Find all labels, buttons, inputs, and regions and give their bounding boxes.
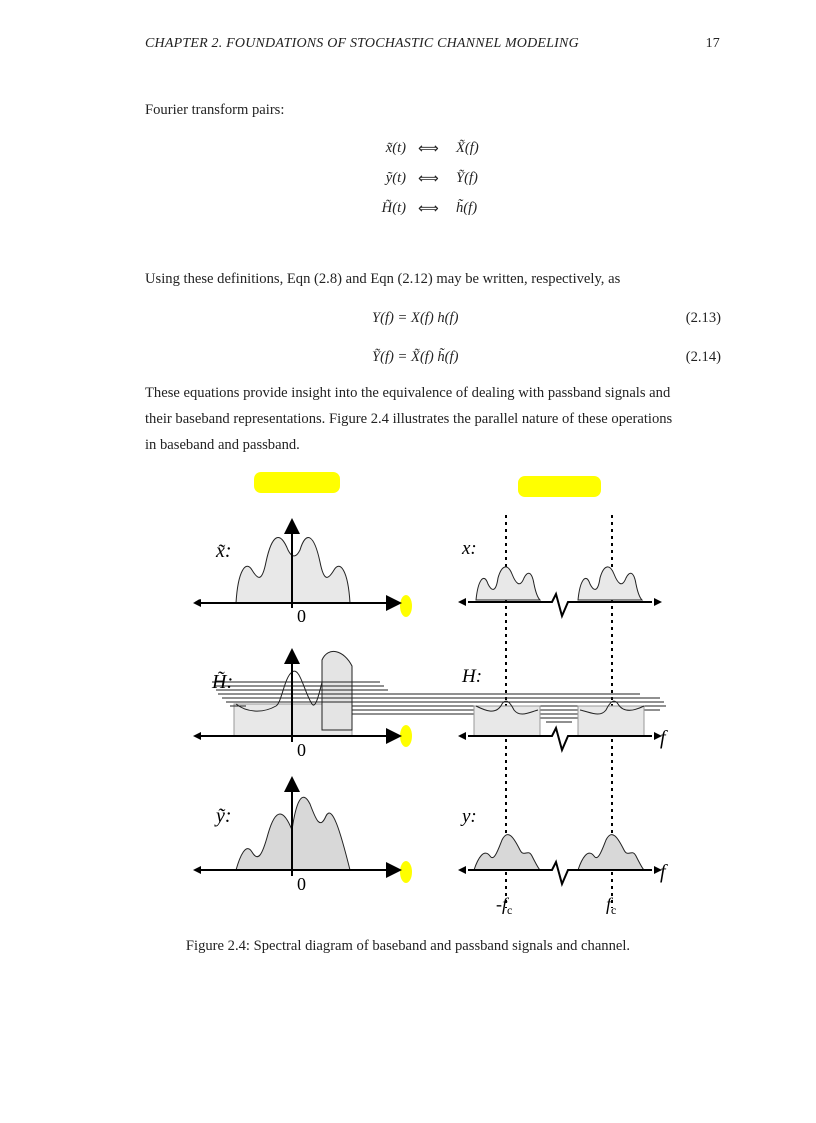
- figure-2-4: [0, 460, 816, 930]
- h-label: H:: [462, 666, 483, 687]
- highlight-dot: [400, 595, 412, 617]
- fc-label: $f_c$: [606, 894, 617, 917]
- equation-2-13: Y(f) = X(f) h(f): [372, 310, 459, 326]
- paragraph-line: their baseband representations. Figure 2.4 illustrates the parallel nature of these operations: [145, 411, 673, 427]
- equiv-arrow: ⟺: [418, 141, 439, 157]
- f-axis-label: f: [660, 727, 666, 749]
- equation-2-14: Ỹ(f) = X̃(f) h̃(f): [372, 349, 459, 365]
- paragraph-definitions: Using these definitions, Eqn (2.8) and Eqn (2.12) may be written, respectively, as: [145, 271, 621, 287]
- pair-row: [370, 140, 510, 170]
- f-axis-label: f: [660, 861, 666, 883]
- pair-left: ỹ(t): [385, 170, 406, 186]
- paragraph-line: These equations provide insight into the equivalence of dealing with passband signals and: [145, 385, 671, 401]
- highlight-mark-right: [518, 476, 601, 497]
- pair-row: [370, 200, 510, 230]
- pair-row: [370, 170, 510, 200]
- equiv-arrow: ⟺: [418, 201, 439, 217]
- x-neg-band: [476, 567, 540, 600]
- y-pos-band: [578, 835, 644, 870]
- equiv-arrow: ⟺: [418, 171, 439, 187]
- equation-number-2-14: (2.14): [685, 349, 721, 365]
- y-label: y:: [462, 806, 477, 827]
- zero-label: 0: [297, 740, 306, 760]
- pair-right: X̃(f): [456, 140, 479, 156]
- highlight-dot: [400, 725, 412, 747]
- x-label: x:: [462, 538, 477, 559]
- intro-text: Fourier transform pairs:: [145, 102, 285, 118]
- paragraph-line: in baseband and passband.: [145, 437, 300, 453]
- page-number: 17: [705, 36, 720, 51]
- figure-caption: Figure 2.4: Spectral diagram of baseband and passband signals and channel.: [185, 938, 631, 954]
- y-tilde-label: ỹ:: [216, 805, 232, 827]
- pair-right: h̃(f): [456, 200, 478, 216]
- pair-left: x̃(t): [385, 140, 406, 156]
- highlight-mark-left: [254, 472, 340, 493]
- x-pos-band: [578, 567, 642, 600]
- equation-number-2-13: (2.13): [685, 310, 721, 326]
- neg-fc-label: $-f_c$: [496, 894, 513, 917]
- x-tilde-label: x̃:: [216, 540, 232, 562]
- y-neg-band: [474, 835, 540, 870]
- chapter-title: CHAPTER 2. FOUNDATIONS OF STOCHASTIC CHANNEL MODELING: [145, 36, 579, 51]
- h-tilde-label: H̃:: [212, 671, 234, 693]
- pair-right: Ỹ(f): [456, 170, 478, 186]
- running-header: [145, 36, 720, 54]
- zero-label: 0: [297, 874, 306, 894]
- fourier-pairs: [370, 140, 510, 230]
- paragraph-insight: [145, 380, 721, 458]
- spectral-diagram: [0, 460, 816, 930]
- pair-left: H̃(t): [381, 200, 406, 216]
- zero-label: 0: [297, 606, 306, 626]
- highlight-dot: [400, 861, 412, 883]
